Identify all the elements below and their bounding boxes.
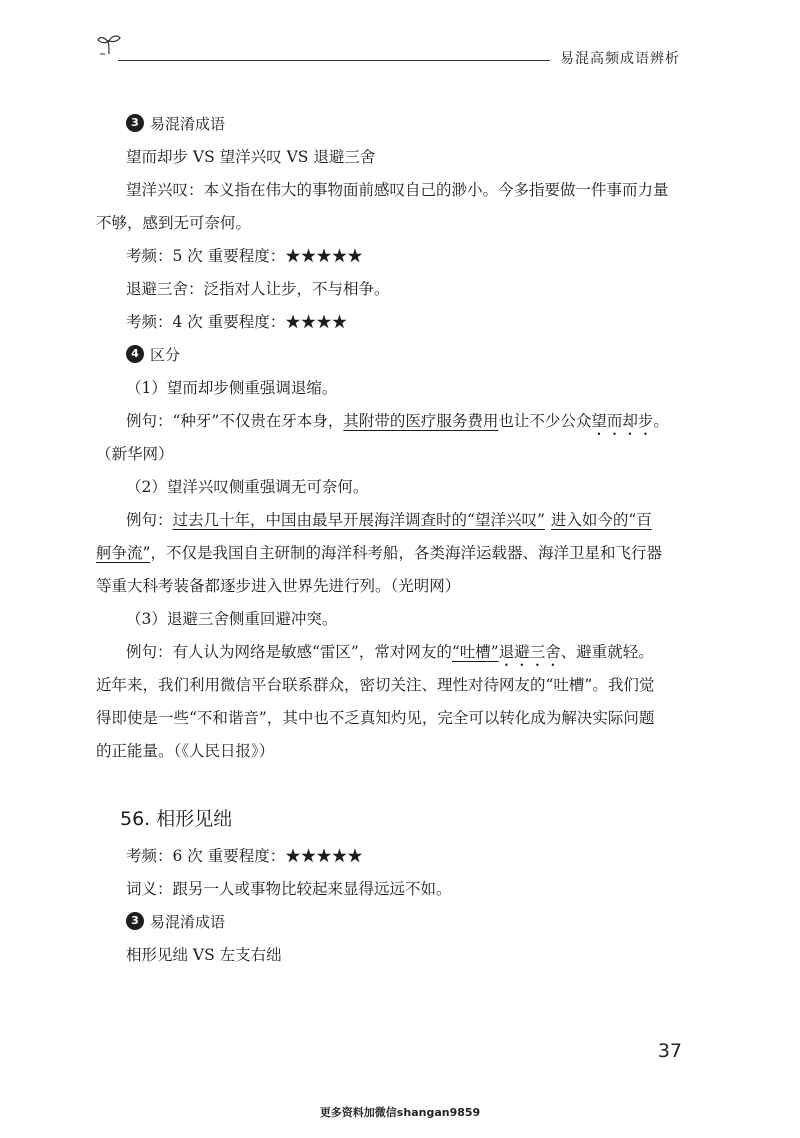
example-line: 例句：“种牙”不仅贵在牙本身，其附带的医疗服务费用也让不少公众望而却步。 — [126, 412, 669, 430]
example-line: 的正能量。（《人民日报》） — [96, 742, 275, 760]
example-source: （新华网） — [96, 445, 174, 463]
section-badge-icon: 4 — [126, 345, 144, 363]
running-header-title: 易混高频成语辨析 — [560, 51, 680, 67]
frequency-line: 考频：6 次 重要程度：★★★★★ — [126, 847, 363, 865]
section-heading-distinction: 4 区分 — [96, 339, 696, 372]
section-heading-confusable: 3 易混淆成语 — [96, 108, 696, 141]
example-line: 舸争流”，不仅是我国自主研制的海洋科考船，各类海洋运载器、海洋卫星和飞行器 — [96, 544, 662, 562]
page-content — [96, 108, 696, 972]
section-heading-confusable: 3 易混淆成语 — [96, 906, 696, 939]
definition-line: 不够，感到无可奈何。 — [96, 214, 252, 232]
page-number: 37 — [657, 1040, 682, 1062]
example-line: 例句：有人认为网络是敏感“雷区”，常对网友的“吐槽”退避三舍、避重就轻。 — [126, 643, 654, 661]
distinction-item: （3）退避三舍侧重回避冲突。 — [126, 610, 338, 628]
example-line: 例句：过去几十年，中国由最早开展海洋调查时的“望洋兴叹” 进入如今的“百 — [126, 511, 652, 529]
example-line: 等重大科考装备都逐步进入世界先进行列。（光明网） — [96, 577, 461, 595]
frequency-line: 考频：4 次 重要程度：★★★★ — [126, 313, 348, 331]
footer-note: 更多资料加微信shangan9859 — [319, 1106, 481, 1119]
section-badge-icon: 3 — [126, 912, 144, 930]
comparison-title: 相形见绌 VS 左支右绌 — [126, 946, 282, 964]
example-line: 得即使是一些“不和谐音”，其中也不乏真知灼见，完全可以转化成为解决实际问题 — [96, 709, 655, 727]
entry-title: 56. 相形见绌 — [120, 808, 233, 830]
distinction-item: （1）望而却步侧重强调退缩。 — [126, 379, 338, 397]
definition-line: 退避三舍：泛指对人让步，不与相争。 — [126, 280, 390, 298]
definition-line: 望洋兴叹：本义指在伟大的事物面前感叹自己的渺小。今多指要做一件事而力量 — [126, 181, 669, 199]
section-badge-icon: 3 — [126, 114, 144, 132]
header-rule — [118, 60, 550, 61]
distinction-item: （2）望洋兴叹侧重强调无可奈何。 — [126, 478, 369, 496]
example-line: 近年来，我们利用微信平台联系群众，密切关注、理性对待网友的“吐槽”。我们觉 — [96, 676, 655, 694]
comparison-title: 望而却步 VS 望洋兴叹 VS 退避三舍 — [126, 148, 376, 166]
frequency-line: 考频：5 次 重要程度：★★★★★ — [126, 247, 363, 265]
sprout-icon — [96, 32, 122, 56]
meaning-line: 词义：跟另一人或事物比较起来显得远远不如。 — [126, 880, 452, 898]
